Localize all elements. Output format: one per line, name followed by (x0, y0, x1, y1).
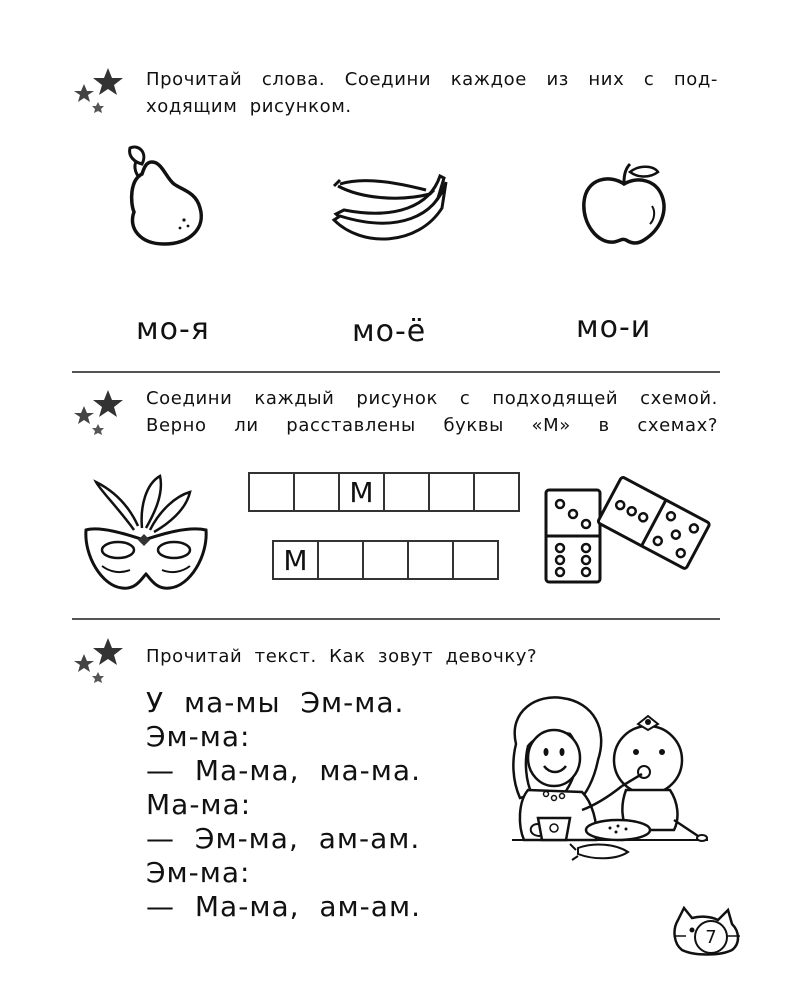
scheme-2-cell (319, 542, 364, 578)
instruction-3: Прочитай текст. Как зовут девочку? (146, 646, 538, 667)
instruction-2 (146, 385, 718, 439)
apple-picture (580, 162, 670, 246)
instruction-1-line-2: ходящим рисунком. (146, 96, 352, 117)
story-line: — Эм-ма, ам-ам. (146, 822, 421, 855)
divider-2 (72, 618, 720, 620)
mother-child-picture (498, 690, 718, 870)
story-line: Ма-ма: (146, 788, 252, 821)
stars-icon (70, 384, 130, 444)
page-number: 7 (705, 926, 717, 948)
pear-picture (112, 140, 212, 250)
letter-scheme-2 (272, 540, 499, 580)
word-1: мо-я (136, 312, 210, 347)
scheme-2-cell (364, 542, 409, 578)
instruction-1 (146, 66, 718, 120)
scheme-1-cell (430, 474, 475, 510)
page-number-badge (670, 906, 744, 956)
mask-picture (80, 470, 212, 600)
scheme-1-cell (250, 474, 295, 510)
story-line: — Ма-ма, ам-ам. (146, 890, 421, 923)
scheme-2-cell (454, 542, 497, 578)
story-line: Эм-ма: (146, 720, 251, 753)
instruction-2-line-1: Соедини каждый рисунок с подходящей схемой. (146, 388, 718, 409)
story-line: У ма-мы Эм-ма. (146, 686, 405, 719)
scheme-1-cell (295, 474, 340, 510)
page-number-circle (694, 920, 728, 954)
banana-picture (326, 168, 452, 248)
word-3: мо-и (576, 310, 652, 345)
domino-picture (540, 472, 712, 586)
word-2: мо-ё (352, 314, 427, 349)
scheme-2-cell (409, 542, 454, 578)
letter-scheme-1 (248, 472, 520, 512)
story-line: — Ма-ма, ма-ма. (146, 754, 421, 787)
stars-icon (70, 62, 130, 122)
instruction-2-line-2: Верно ли расставлены буквы «М» в схемах? (146, 415, 718, 436)
instruction-1-line-1: Прочитай слова. Соедини каждое из них с под- (146, 69, 718, 90)
stars-icon (70, 632, 130, 692)
story-line: Эм-ма: (146, 856, 251, 889)
scheme-1-cell (385, 474, 430, 510)
divider-1 (72, 371, 720, 373)
story-text (146, 686, 421, 924)
scheme-1-cell: М (340, 474, 385, 510)
scheme-1-cell (475, 474, 518, 510)
scheme-2-cell: М (274, 542, 319, 578)
